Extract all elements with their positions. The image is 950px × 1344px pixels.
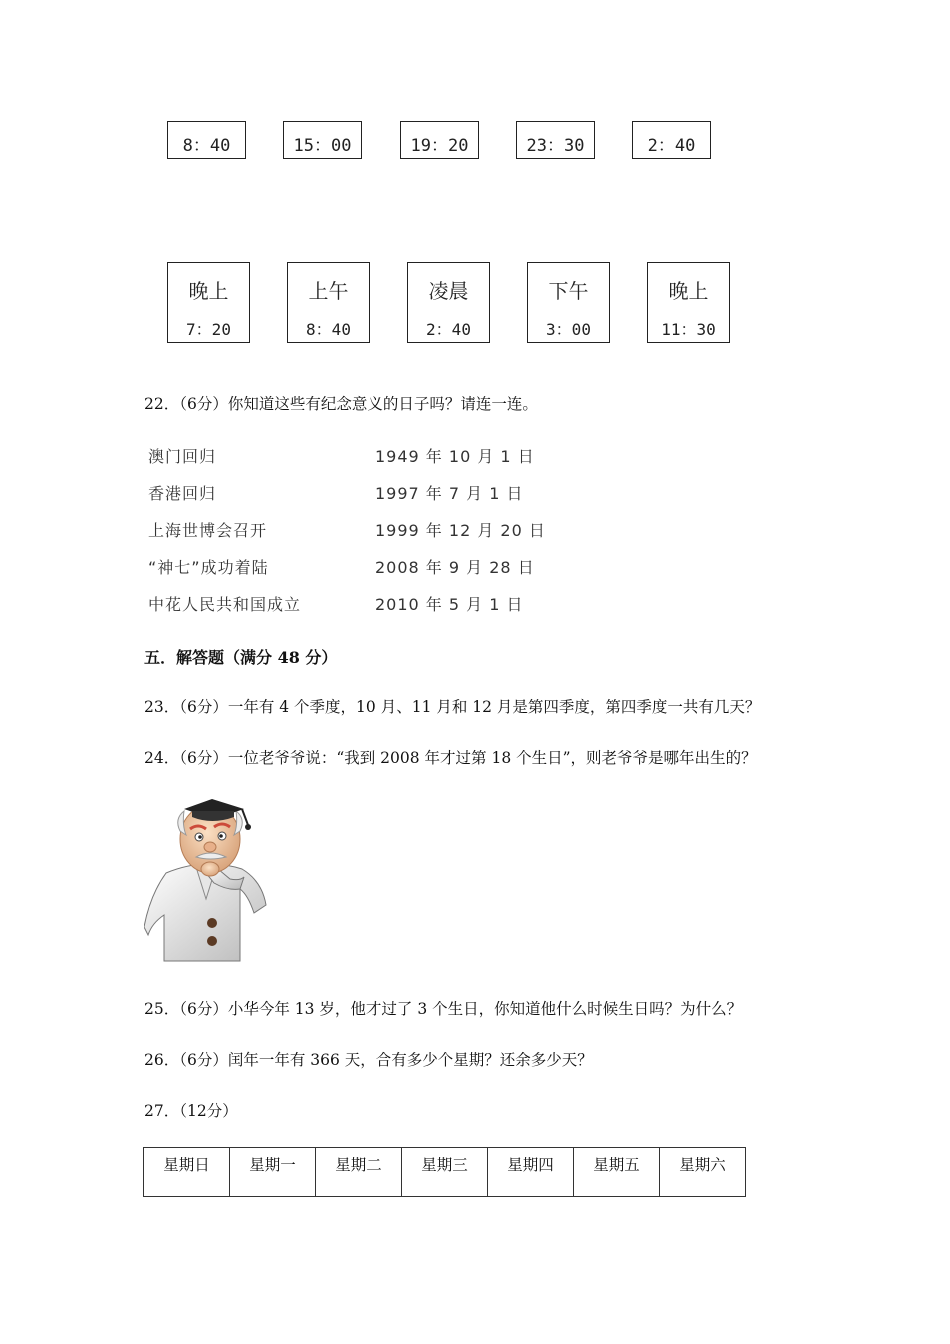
- event-item: 上海世博会召开: [148, 521, 268, 540]
- table-row: [144, 1148, 746, 1197]
- period-time: 7：20: [186, 320, 231, 339]
- weekday-cell: 星期五: [574, 1148, 660, 1197]
- event-item: “神七”成功着陆: [148, 558, 269, 577]
- period-box-4: [527, 262, 610, 343]
- section-heading: 五．解答题（满分 48 分）: [144, 648, 338, 667]
- date-item: 1997 年 7 月 1 日: [375, 484, 524, 503]
- period-box-3: [407, 262, 490, 343]
- question-27: 27．（12分）: [144, 1102, 238, 1120]
- event-item: 香港回归: [148, 484, 217, 503]
- period-label: 上午: [308, 279, 349, 303]
- weekday-cell: 星期六: [660, 1148, 746, 1197]
- professor-illustration: [144, 795, 270, 963]
- date-item: 1949 年 10 月 1 日: [375, 447, 535, 466]
- weekday-cell: 星期三: [402, 1148, 488, 1197]
- question-25: 25．（6分）小华今年 13 岁，他才过了 3 个生日，你知道他什么时候生日吗？为什么？: [144, 1000, 743, 1018]
- date-item: 2008 年 9 月 28 日: [375, 558, 535, 577]
- date-item: 2010 年 5 月 1 日: [375, 595, 524, 614]
- period-time: 3：00: [546, 320, 591, 339]
- period-label: 晚上: [188, 279, 229, 303]
- period-time: 8：40: [306, 320, 351, 339]
- period-label: 晚上: [668, 279, 709, 303]
- question-24: 24．（6分）一位老爷爷说：“我到 2008 年才过第 18 个生日”，则老爷爷是哪年出生的？: [144, 749, 757, 767]
- question-22: 22．（6分）你知道这些有纪念意义的日子吗？请连一连。: [144, 395, 538, 413]
- weekday-table: [143, 1147, 746, 1197]
- time-box-3: 19：20: [400, 121, 479, 159]
- period-label: 下午: [548, 279, 589, 303]
- time-box-1: 8：40: [167, 121, 246, 159]
- weekday-cell: 星期二: [316, 1148, 402, 1197]
- period-box-5: [647, 262, 730, 343]
- event-item: 中花人民共和国成立: [148, 595, 302, 614]
- question-26: 26．（6分）闰年一年有 366 天，合有多少个星期？还余多少天？: [144, 1051, 593, 1069]
- period-label: 凌晨: [428, 279, 469, 303]
- period-box-2: [287, 262, 370, 343]
- time-box-5: 2：40: [632, 121, 711, 159]
- period-time: 2：40: [426, 320, 471, 339]
- event-item: 澳门回归: [148, 447, 217, 466]
- weekday-cell: 星期四: [488, 1148, 574, 1197]
- weekday-cell: 星期一: [230, 1148, 316, 1197]
- date-item: 1999 年 12 月 20 日: [375, 521, 546, 540]
- question-23: 23．（6分）一年有 4 个季度，10 月、11 月和 12 月是第四季度，第四季度一共有几天？: [144, 698, 761, 716]
- time-box-4: 23：30: [516, 121, 595, 159]
- weekday-cell: 星期日: [144, 1148, 230, 1197]
- period-time: 11：30: [661, 320, 716, 339]
- time-box-2: 15：00: [283, 121, 362, 159]
- period-box-1: [167, 262, 250, 343]
